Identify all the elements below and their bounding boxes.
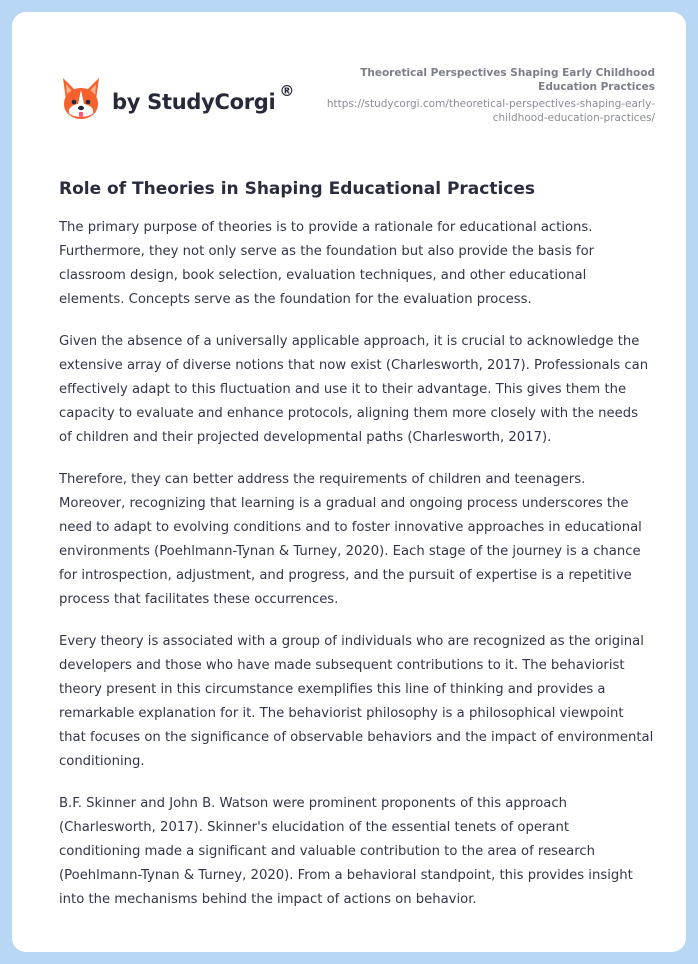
source-reference: [325, 66, 655, 125]
source-title: Theoretical Perspectives Shaping Early Childhood Education Practices: [360, 67, 655, 93]
registered-mark: ®: [279, 82, 295, 100]
article-paragraph: B.F. Skinner and John B. Watson were prominent proponents of this approach (Charlesworth, 2017). Skinner's elucidation of the essential tenets of operant conditioning made a significant and valuable contribution to the area of research (Poehlmann-Tynan & Turney, 2020). From a behavioral standpoint, this provides insight into the mechanisms behind the impact of actions on behavior.: [59, 796, 633, 907]
source-url-link[interactable]: https://studycorgi.com/theoretical-perspectives-shaping-early-childhood-education-practices/: [326, 98, 655, 124]
article-content: [59, 176, 654, 930]
article-paragraph: The primary purpose of theories is to provide a rationale for educational actions. Furthermore, they not only serve as the foundation but also provide the basis for classroom design, book selection, evaluation techniques, and other educational elements. Concepts serve as the foundation for the evaluation process.: [59, 220, 595, 307]
article-paragraph: Therefore, they can better address the requirements of children and teenagers. Moreover, recognizing that learning is a gradual and ongoing process underscores the need to adapt to evolving conditions and to foster innovative approaches in educational environments (Poehlmann-Tynan & Turney, 2020). Each stage of the journey is a chance for introspection, adjustment, and progress, and the pursuit of expertise is a repetitive process that facilitates these occurrences.: [59, 472, 642, 607]
document-page: [12, 12, 686, 952]
article-paragraph: Given the absence of a universally applicable approach, it is crucial to acknowledge the extensive array of diverse notions that now exist (Charlesworth, 2017). Professionals can effectively adapt to this fluctuation and use it to their advantage. This gives them the capacity to evaluate and enhance protocols, aligning them more closely with the needs of children and their projected developmental paths (Charlesworth, 2017).: [59, 334, 649, 445]
corgi-logo-icon: [60, 76, 102, 122]
studycorgi-logo[interactable]: [60, 76, 294, 122]
page-header: [12, 12, 686, 162]
brand-name: by StudyCorgi: [112, 90, 276, 114]
article-heading: Role of Theories in Shaping Educational Practices: [59, 179, 536, 199]
article-paragraph: Every theory is associated with a group of individuals who are recognized as the original developers and those who have made subsequent contributions to it. The behaviorist theory present in this circumstance exemplifies this line of thinking and provides a remarkable explanation for it. The behaviorist philosophy is a philosophical viewpoint that focuses on the significance of observable behaviors and the impact of environmental conditioning.: [59, 634, 654, 769]
